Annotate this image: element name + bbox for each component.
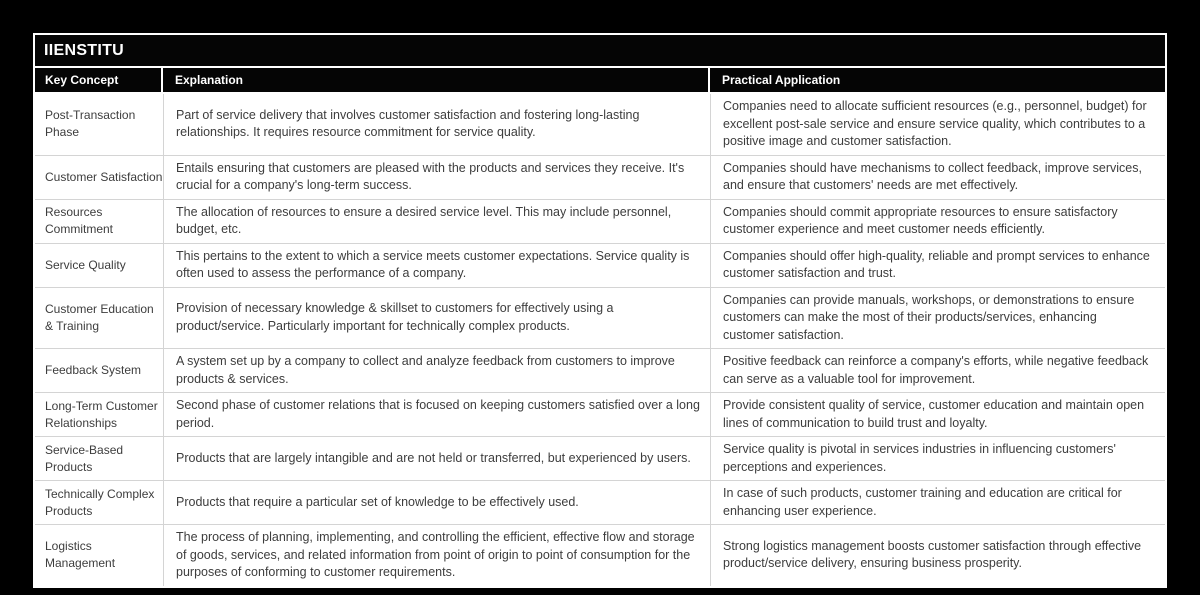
column-header-explanation: Explanation — [163, 68, 710, 92]
column-header-practical-application: Practical Application — [710, 68, 1165, 92]
brand-title-bar — [35, 35, 1165, 66]
table-row — [35, 156, 1165, 200]
table-body — [35, 94, 1165, 586]
cell-explanation: This pertains to the extent to which a service meets customer expectations. Service quality is often used to assess the performance of a company. — [163, 244, 710, 287]
cell-key-concept: Long-Term Customer Relationships — [45, 398, 158, 430]
cell-explanation: Products that require a particular set of knowledge to be effectively used. — [163, 481, 710, 524]
cell-explanation: The process of planning, implementing, and controlling the efficient, effective flow and storage of goods, services, and related information from point of origin to point of consumption for the purposes of conforming to customer requirements. — [163, 525, 710, 586]
cell-key-concept: Feedback System — [45, 363, 142, 378]
cell-key-concept: Customer Satisfaction — [45, 169, 163, 184]
cell-practical-application: Companies should have mechanisms to collect feedback, improve services, and ensure that customers' needs are met effectively. — [710, 156, 1165, 199]
cell-practical-application: Companies should commit appropriate resources to ensure satisfactory customer experience and meet customer needs efficiently. — [710, 200, 1165, 243]
table-header-row — [35, 68, 1165, 92]
cell-practical-application: Companies should offer high-quality, reliable and prompt services to enhance customer satisfaction and trust. — [710, 244, 1165, 287]
cell-practical-application: Companies need to allocate sufficient resources (e.g., personnel, budget) for excellent post-sale service and ensure service quality, which contributes to a positive image and customer satisfaction. — [710, 94, 1165, 155]
cell-practical-application: Positive feedback can reinforce a company's efforts, while negative feedback can serve as a valuable tool for improvement. — [710, 349, 1165, 392]
table-row — [35, 349, 1165, 393]
cell-explanation: Provision of necessary knowledge & skillset to customers for effectively using a product/service. Particularly important for technically complex products. — [163, 288, 710, 349]
column-header-key-concept: Key Concept — [35, 68, 163, 92]
table-row — [35, 200, 1165, 244]
concepts-table-card — [33, 33, 1167, 588]
cell-explanation: The allocation of resources to ensure a desired service level. This may include personnel, budget, etc. — [163, 200, 710, 243]
cell-practical-application: In case of such products, customer training and education are critical for enhancing user experience. — [710, 481, 1165, 524]
table-row — [35, 525, 1165, 586]
cell-practical-application: Strong logistics management boosts customer satisfaction through effective product/service delivery, ensuring business prosperity. — [710, 525, 1165, 586]
cell-explanation: Part of service delivery that involves customer satisfaction and fostering long-lasting relationships. It requires resource commitment for service quality. — [163, 94, 710, 155]
table-row — [35, 288, 1165, 350]
cell-explanation: Second phase of customer relations that is focused on keeping customers satisfied over a long period. — [163, 393, 710, 436]
cell-practical-application: Provide consistent quality of service, customer education and maintain open lines of communication to build trust and loyalty. — [710, 393, 1165, 436]
cell-key-concept: Logistics Management — [45, 539, 116, 571]
table-row — [35, 393, 1165, 437]
cell-key-concept: Resources Commitment — [45, 205, 114, 236]
table-row — [35, 437, 1165, 481]
cell-practical-application: Companies can provide manuals, workshops, or demonstrations to ensure customers can make the most of their products/services, enhancing customer satisfaction. — [710, 288, 1165, 349]
cell-explanation: Products that are largely intangible and are not held or transferred, but experienced by users. — [163, 437, 710, 480]
cell-key-concept: Service Quality — [45, 257, 126, 272]
cell-explanation: A system set up by a company to collect and analyze feedback from customers to improve products & services. — [163, 349, 710, 392]
table-row — [35, 481, 1165, 525]
cell-key-concept: Customer Education & Training — [45, 301, 154, 333]
brand-title: IIENSTITU — [44, 41, 125, 59]
cell-explanation: Entails ensuring that customers are pleased with the products and services they receive. It's crucial for a company's long-term success. — [163, 156, 710, 199]
cell-practical-application: Service quality is pivotal in services industries in influencing customers' perceptions and experiences. — [710, 437, 1165, 480]
table-row — [35, 244, 1165, 288]
cell-key-concept: Post-Transaction Phase — [45, 108, 136, 140]
table-row — [35, 94, 1165, 156]
cell-key-concept: Technically Complex Products — [45, 486, 155, 518]
cell-key-concept: Service-Based Products — [45, 442, 124, 474]
